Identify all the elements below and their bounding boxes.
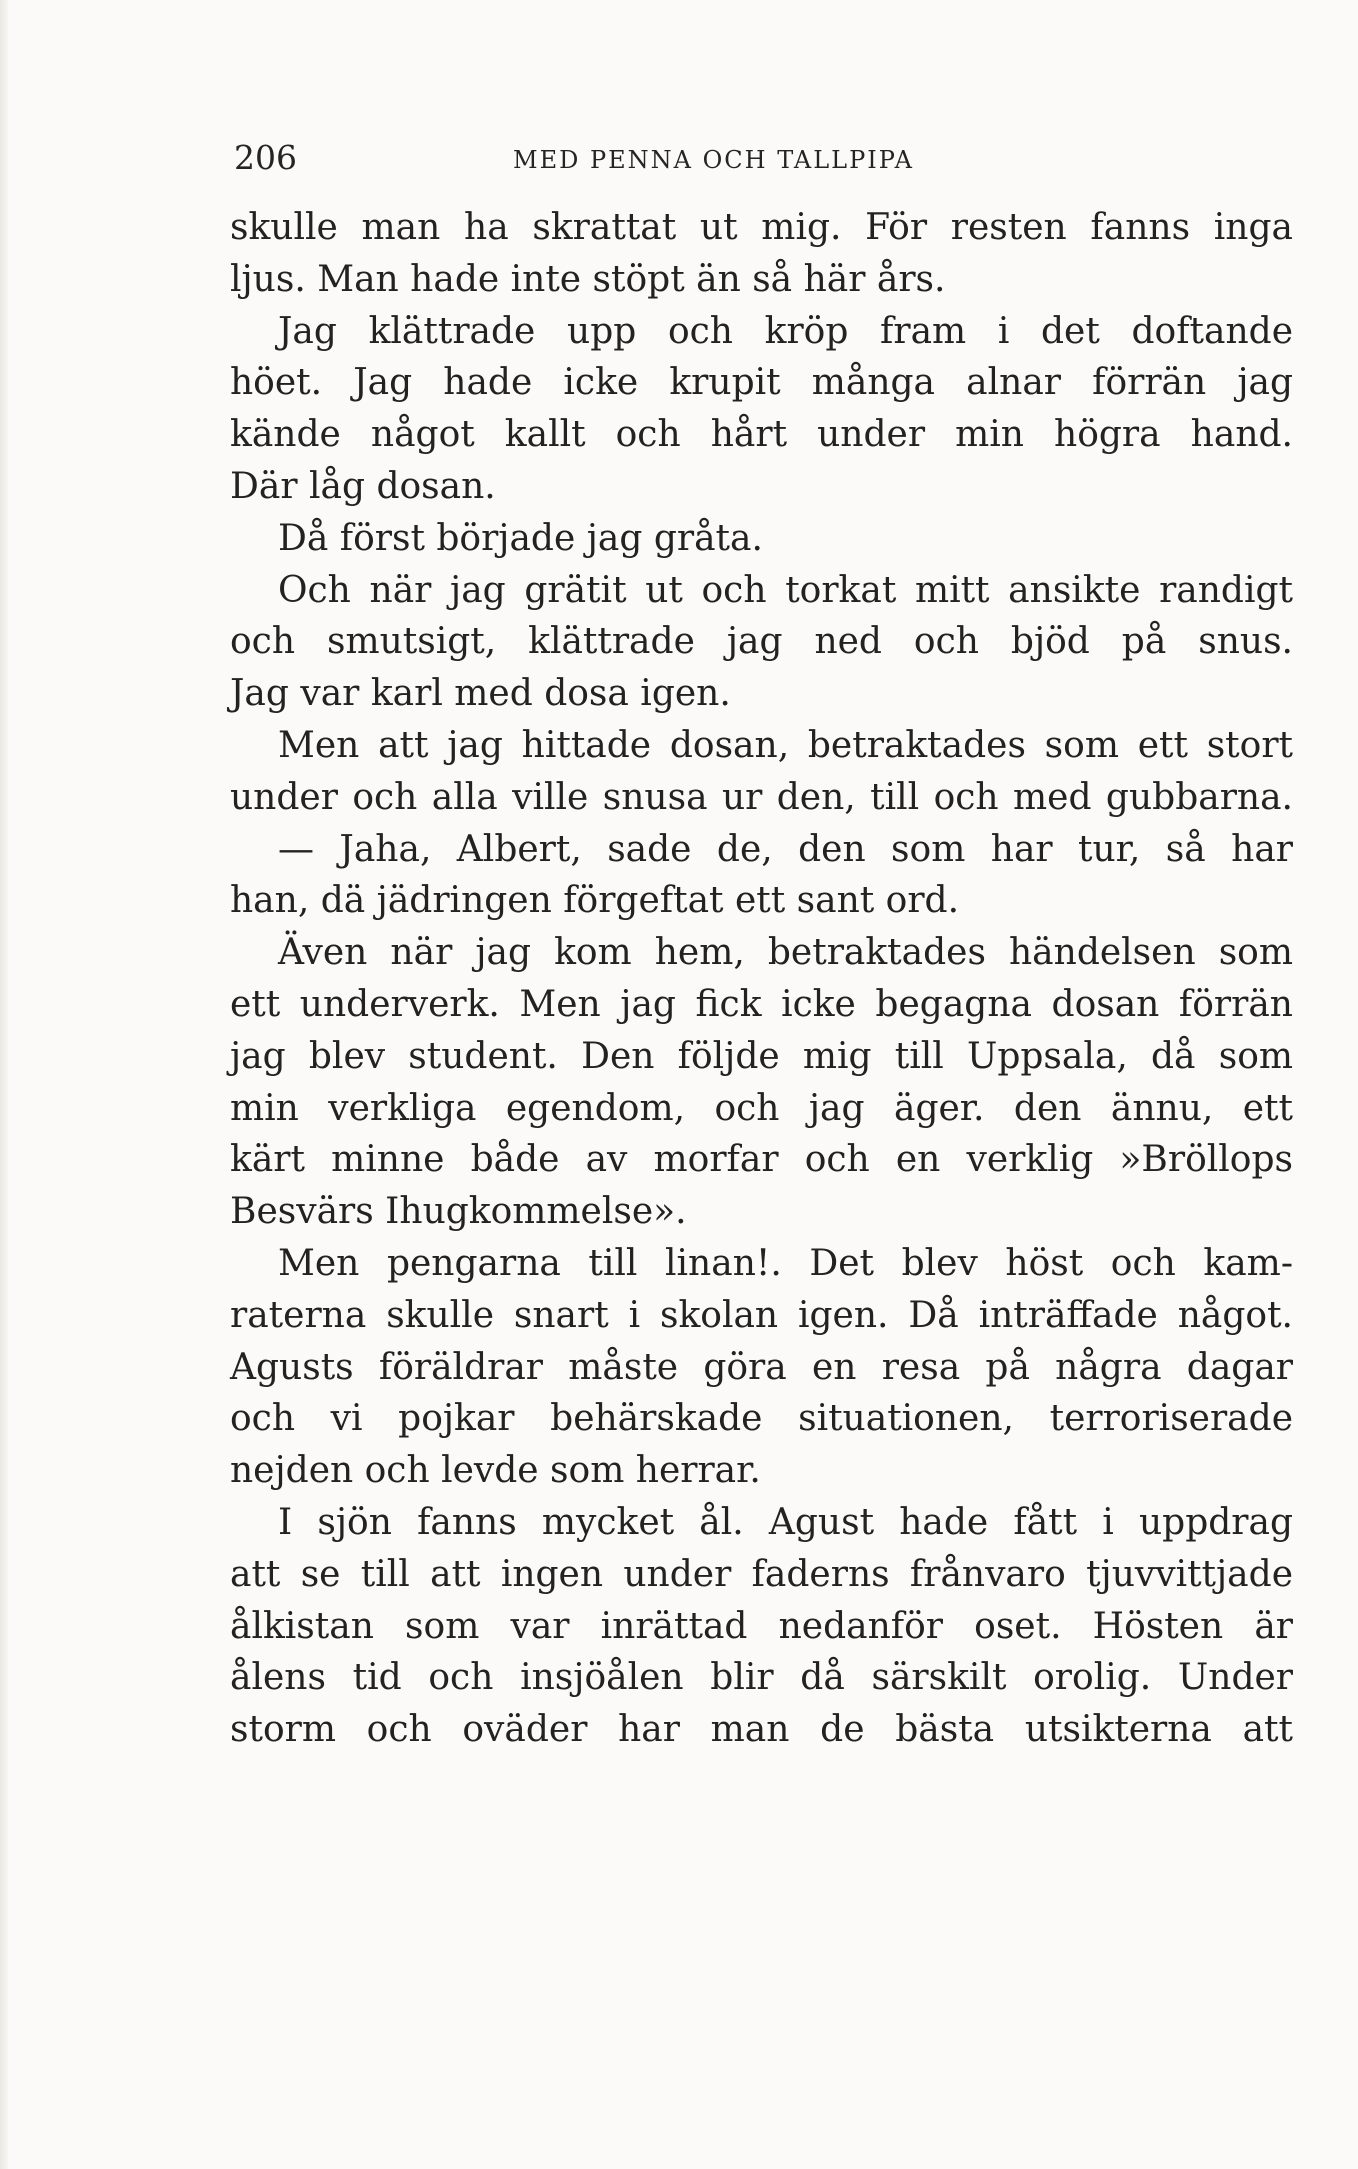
text-line: ålens tid och insjöålen blir då särskilt orolig. Under (230, 1657, 1293, 1699)
text-line: Jag klättrade upp och kröp fram i det doftande (278, 310, 1293, 352)
body-text (230, 202, 1293, 1756)
text-line: — Jaha, Albert, sade de, den som har tur, så har (278, 828, 1293, 870)
text-line: ålkistan som var inrättad nedanför oset. Hösten är (230, 1605, 1293, 1647)
page-number: 206 (234, 138, 297, 177)
text-line: och vi pojkar behärskade situationen, terroriserade (230, 1398, 1293, 1440)
page-header (0, 138, 1358, 188)
text-line: höet. Jag hade icke krupit många alnar förrän jag (230, 362, 1293, 404)
text-line: Men pengarna till linan!. Det blev höst och kam- (278, 1242, 1293, 1284)
text-line: raterna skulle snart i skolan igen. Då inträffade något. (230, 1294, 1293, 1336)
text-line: Besvärs Ihugkommelse». (230, 1191, 687, 1233)
text-line: Men att jag hittade dosan, betraktades som ett stort (278, 724, 1293, 766)
text-line: Då först började jag gråta. (278, 517, 763, 559)
page-edge-shadow (0, 0, 8, 2169)
running-title: MED PENNA OCH TALLPIPA (513, 146, 914, 174)
text-line: under och alla ville snusa ur den, till och med gubbarna. (230, 776, 1293, 818)
text-line: storm och oväder har man de bästa utsikterna att (230, 1709, 1293, 1751)
text-line: jag blev student. Den följde mig till Uppsala, då som (230, 1035, 1293, 1077)
text-line: ett underverk. Men jag fick icke begagna dosan förrän (230, 983, 1293, 1025)
text-line: nejden och levde som herrar. (230, 1450, 761, 1492)
text-line: min verkliga egendom, och jag äger. den ännu, ett (230, 1087, 1293, 1129)
text-line: ljus. Man hade inte stöpt än så här års. (230, 258, 946, 300)
text-line: han, dä jädringen förgeftat ett sant ord. (230, 880, 960, 922)
text-line: kände något kallt och hårt under min högra hand. (230, 414, 1293, 456)
text-line: att se till att ingen under faderns frånvaro tjuvvittjade (230, 1553, 1293, 1595)
text-line: och smutsigt, klättrade jag ned och bjöd på snus. (230, 621, 1293, 663)
text-line: I sjön fanns mycket ål. Agust hade fått i uppdrag (278, 1501, 1293, 1543)
text-line: Jag var karl med dosa igen. (230, 673, 731, 715)
text-line: Även när jag kom hem, betraktades händelsen som (278, 932, 1293, 974)
text-line: Där låg dosan. (230, 465, 496, 507)
text-line: Agusts föräldrar måste göra en resa på några dagar (230, 1346, 1293, 1388)
text-line: Och när jag grätit ut och torkat mitt ansikte randigt (278, 569, 1293, 611)
text-line: skulle man ha skrattat ut mig. För resten fanns inga (230, 207, 1293, 248)
text-line: kärt minne både av morfar och en verklig »Bröllops (230, 1139, 1293, 1181)
